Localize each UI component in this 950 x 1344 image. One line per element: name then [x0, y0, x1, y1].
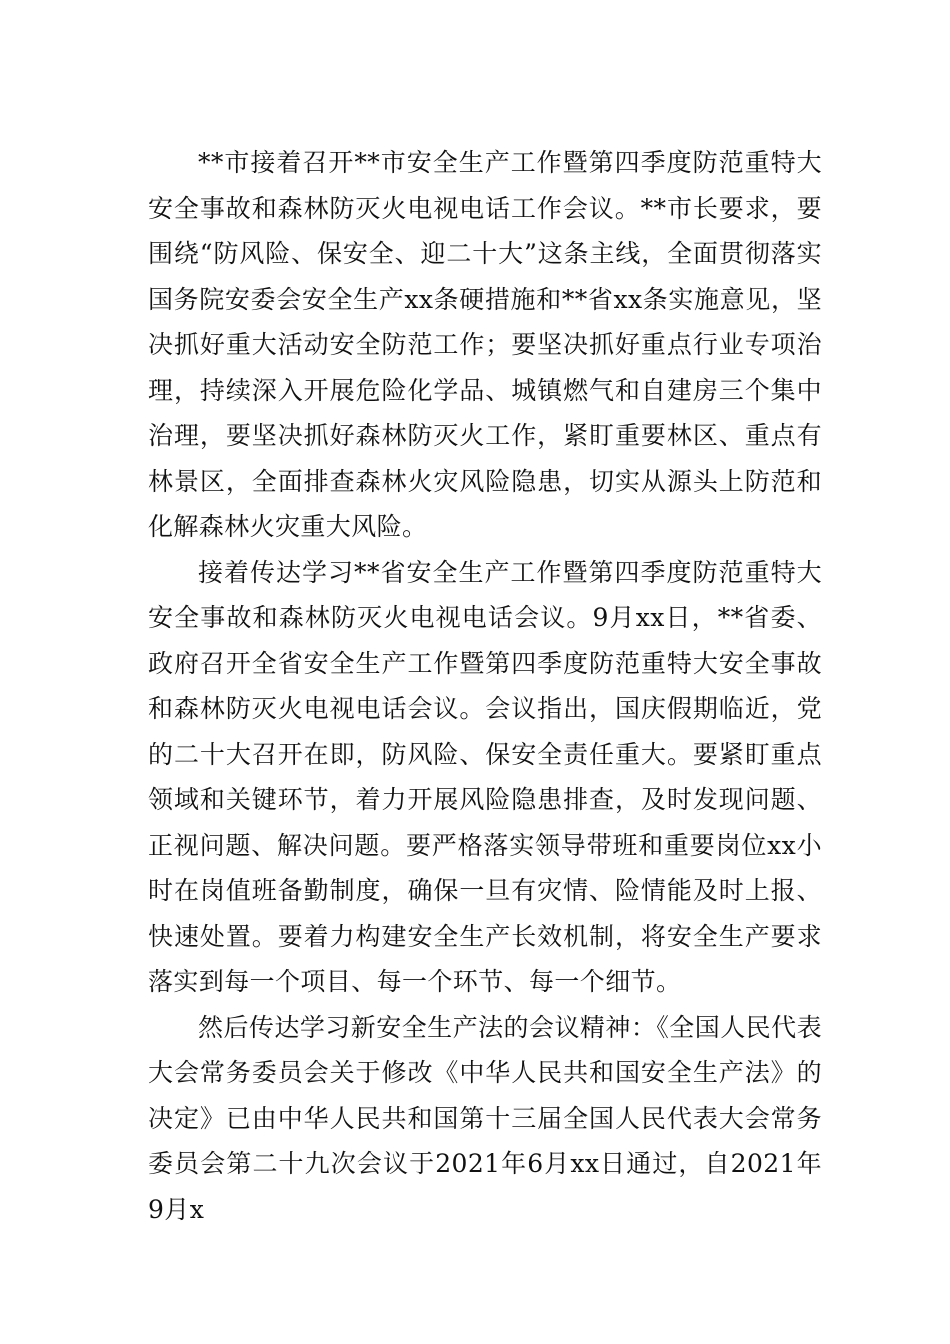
paragraph-provincial-meeting: 接着传达学习**省安全生产工作暨第四季度防范重特大安全事故和森林防灭火电视电话会议。9月xx日，**省委、政府召开全省安全生产工作暨第四季度防范重特大安全事故和森林防灭火电视电话会议。会议指出，国庆假期临近，党的二十大召开在即，防风险、保安全责任重大。要紧盯重点领域和关键环节，着力开展风险隐患排查，及时发现问题、正视问题、解决问题。要严格落实领导带班和重要岗位xx小时在岗值班备勤制度，确保一旦有灾情、险情能及时上报、快速处置。要着力构建安全生产长效机制，将安全生产要求落实到每一个项目、每一个环节、每一个细节。 [148, 557, 822, 996]
paragraph-safety-law: 然后传达学习新安全生产法的会议精神：《全国人民代表大会常务委员会关于修改《中华人民共和国安全生产法》的决定》已由中华人民共和国第十三届全国人民代表大会常务委员会第二十九次会议于2021年6月xx日通过，自2021年9月x [148, 1012, 822, 1224]
paragraph-safety-meeting: **市接着召开**市安全生产工作暨第四季度防范重特大安全事故和森林防灭火电视电话工作会议。**市长要求，要围绕“防风险、保安全、迎二十大”这条主线，全面贯彻落实国务院安委会安全生产xx条硬措施和**省xx条实施意见，坚决抓好重大活动安全防范工作；要坚决抓好重点行业专项治理，持续深入开展危险化学品、城镇燃气和自建房三个集中治理，要坚决抓好森林防灭火工作，紧盯重要林区、重点有林景区，全面排查森林火灾风险隐患，切实从源头上防范和化解森林火灾重大风险。 [148, 148, 822, 541]
document-body [148, 140, 822, 1232]
